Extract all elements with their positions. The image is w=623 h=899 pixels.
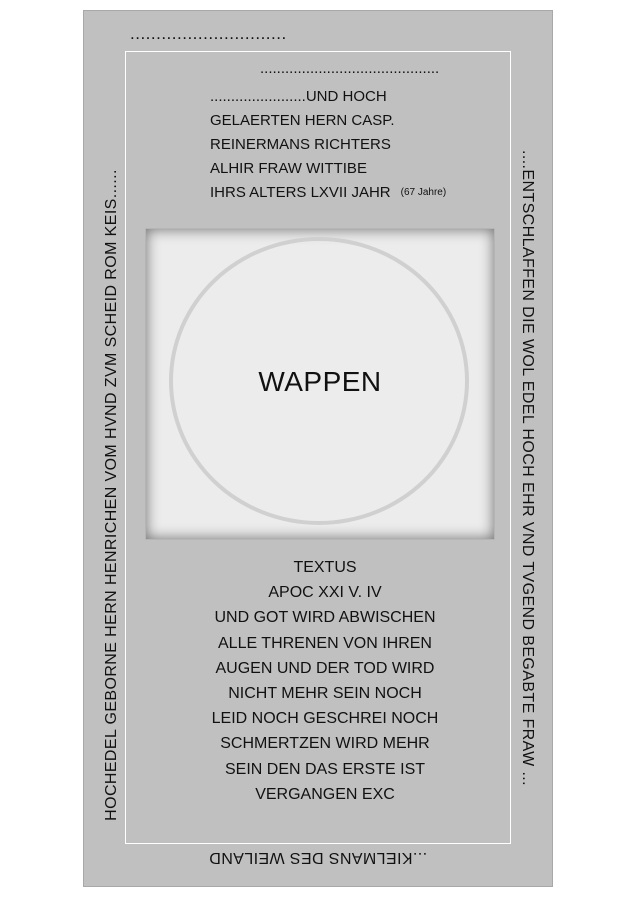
coat-of-arms-label: WAPPEN [258,366,382,397]
scripture-line: SCHMERTZEN WIRD MEHR [220,735,430,753]
scripture-line: TEXTUS [293,559,357,576]
scripture-line: APOC XXI V. IV [268,584,382,602]
border-text-bottom: ...KIELMANS DES WEILAND [208,849,428,866]
scripture-text-block [180,555,470,807]
header-line: REINERMANS RICHTERS [210,136,391,153]
top-dotted-line-1: .............................. [130,24,287,43]
top-dotted-line-2: ........................................... [260,60,440,77]
header-line: ALHIR FRAW WITTIBE [210,160,367,177]
scripture-line: LEID NOCH GESCHREI NOCH [211,710,439,728]
scripture-line: UND GOT WIRD ABWISCHEN [214,609,436,627]
age-text: IHRS ALTERS LXVII JAHR [210,184,391,201]
scripture-line: NICHT MEHR SEIN NOCH [228,685,422,703]
age-note: (67 Jahre) [400,187,447,198]
border-text-left: HOCHEDEL GEBORNE HERN HENRICHEN VOM HVND ZVM SCHEID ROM KEIS...... [103,169,120,821]
scripture-line: ALLE THRENEN VON IHREN [218,634,432,652]
header-line: GELAERTEN HERN CASP. [210,112,395,129]
coat-of-arms-panel [145,228,495,540]
inscription-header [210,85,446,205]
scripture-line: AUGEN UND DER TOD WIRD [215,659,435,677]
header-line: .......................UND HOCH [210,88,387,105]
header-line-age [210,181,446,205]
border-text-right: ....ENTSCHLAFFEN DIE WOL EDEL HOCH EHR VND TVGEND BEGABTE FRAW ... [519,150,536,786]
scripture-line: SEIN DEN DAS ERSTE IST [224,760,426,778]
scripture-line: VERGANGEN EXC [255,785,395,803]
